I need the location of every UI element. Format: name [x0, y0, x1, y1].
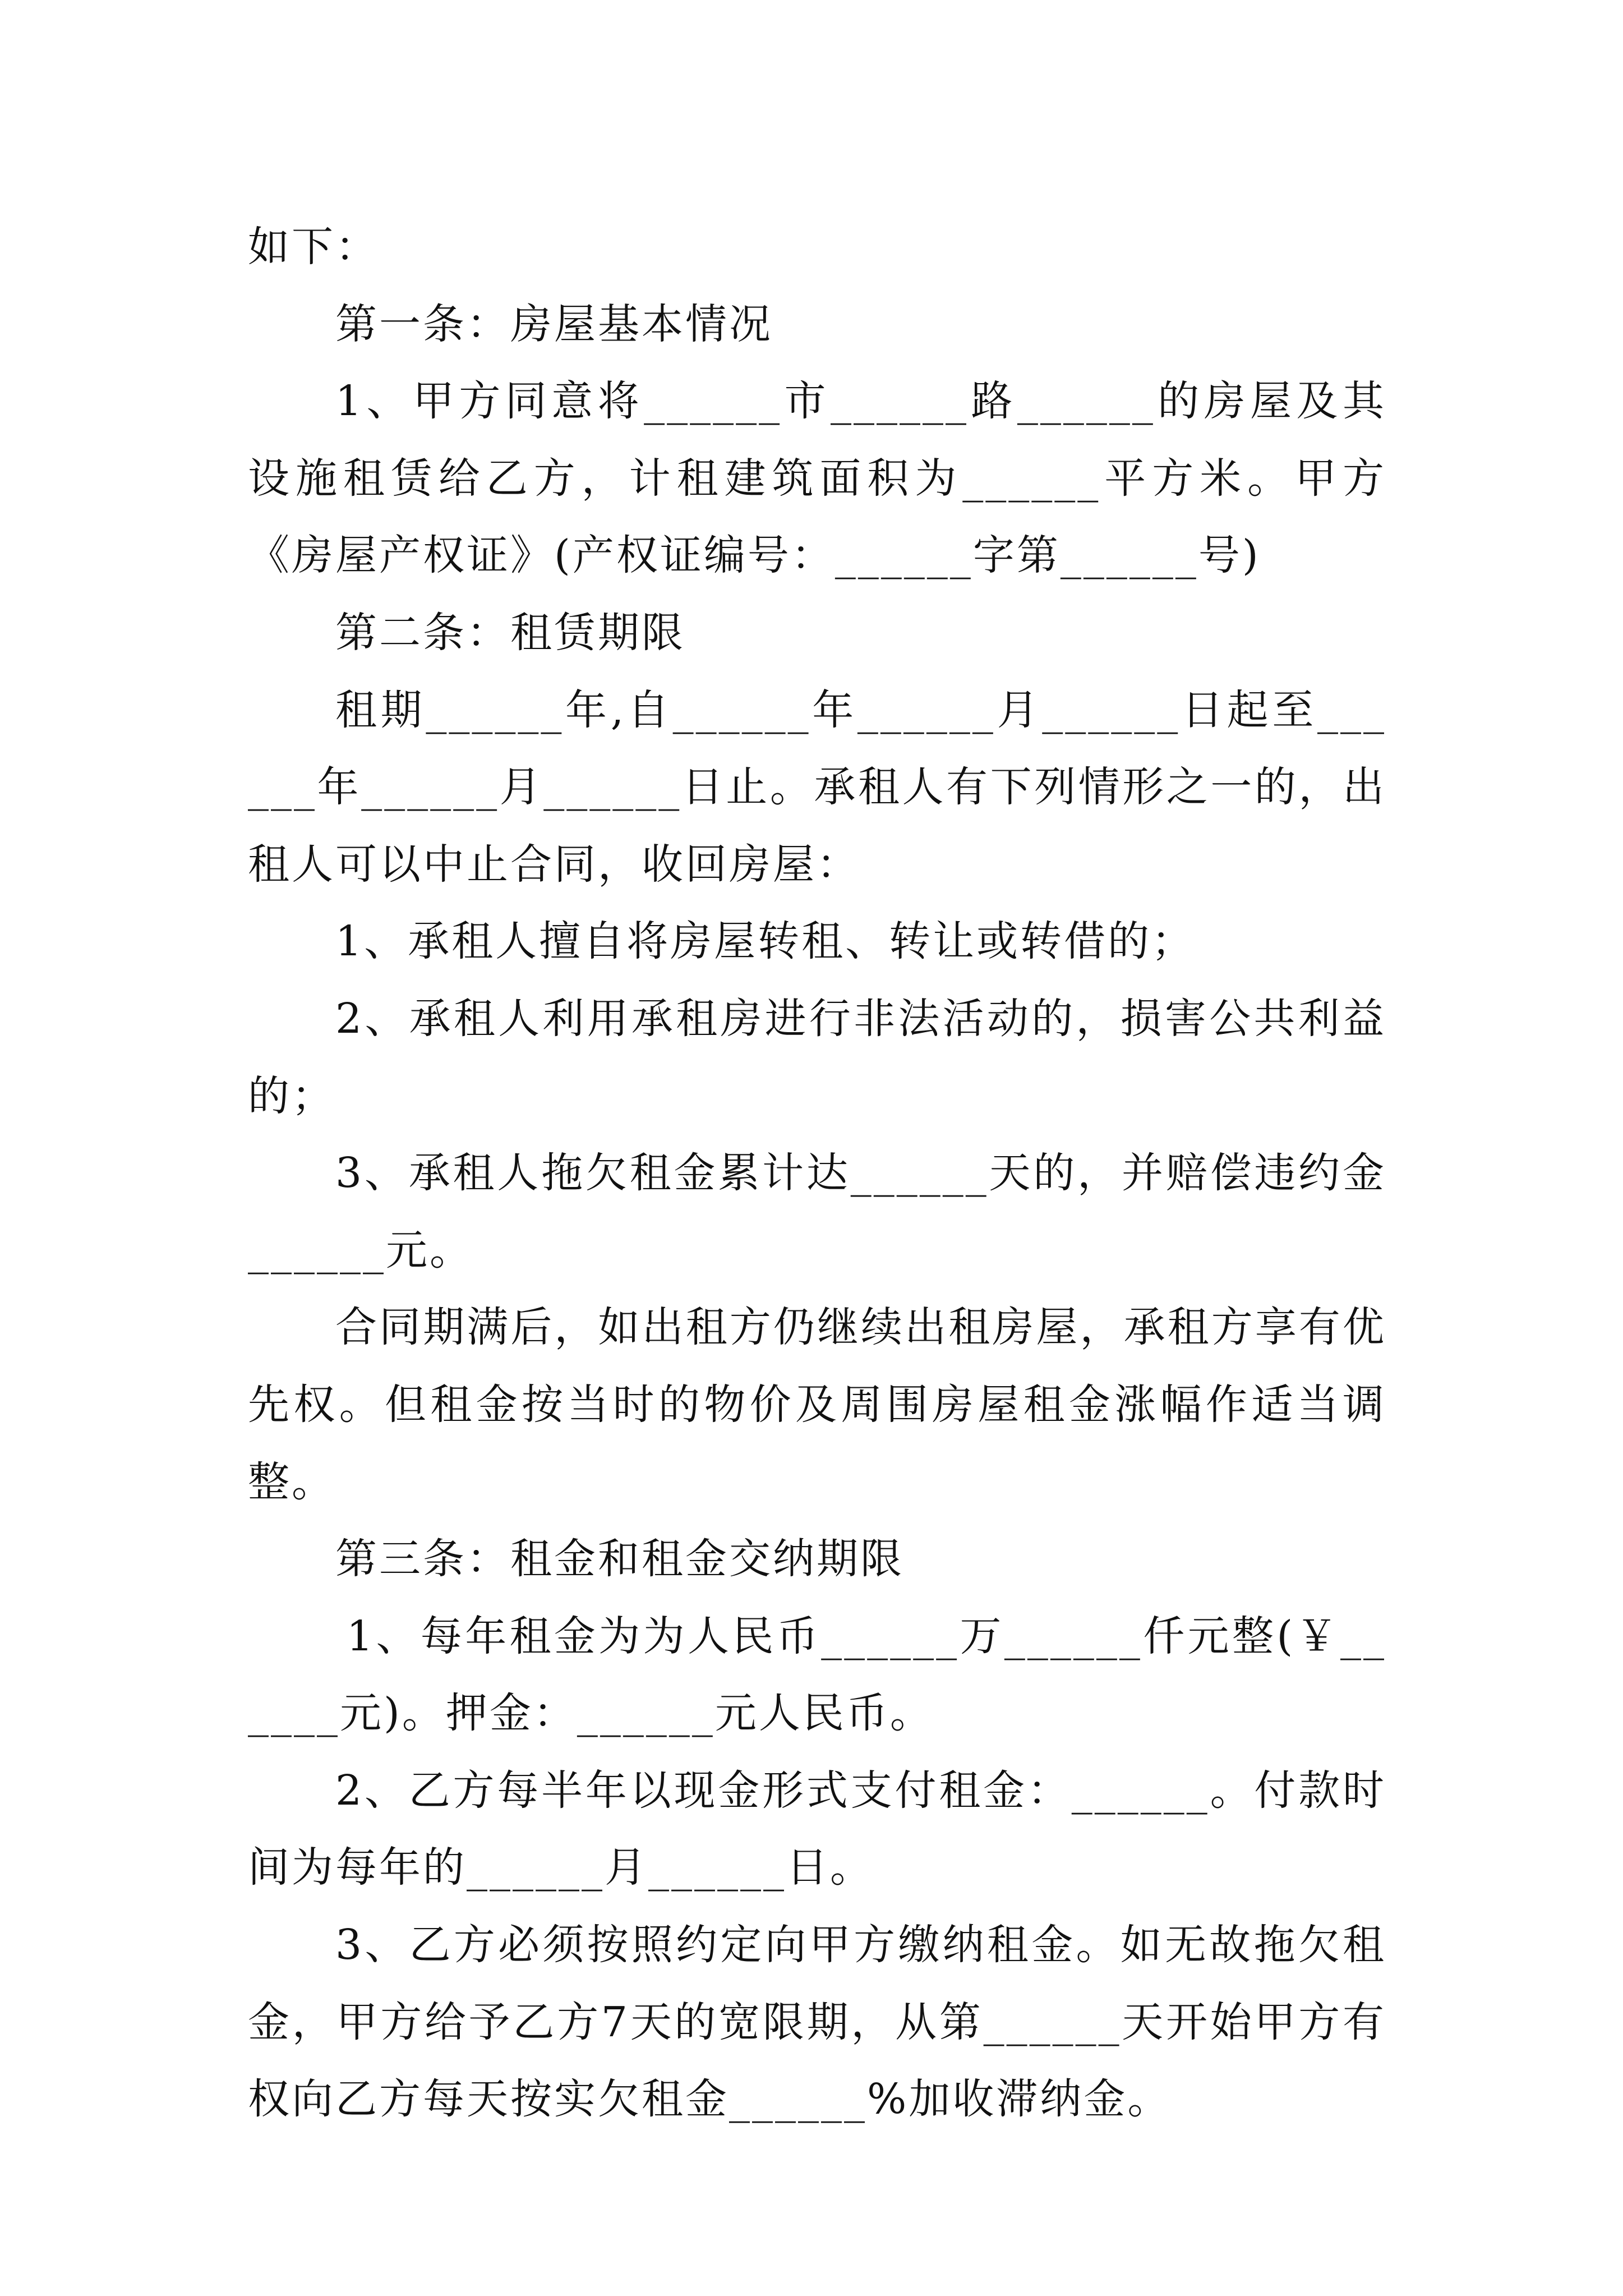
article-3-clause-1: 1、每年租金为为人民币______万______仟元整(￥______元)。押金：______元人民币。	[248, 1612, 1386, 1738]
article-2-lease-term: 租期______年,自______年______月______日起至______年______月______日止。承租人有下列情形之一的，出租人可以中止合同，收回房屋：	[248, 685, 1386, 889]
article-2-clause-1: 1、承租人擅自将房屋转租、转让或转借的；	[335, 917, 1196, 966]
article-2-renewal: 合同期满后，如出租方仍继续出租房屋，承租方享有优先权。但租金按当时的物价及周围房屋租金涨幅作适当调整。	[248, 1303, 1386, 1506]
document-body	[248, 209, 1386, 2138]
article-1-heading: 第一条：房屋基本情况	[335, 300, 773, 348]
article-1-clause-1: 1、甲方同意将______市______路______的房屋及其设施租赁给乙方，计租建筑面积为______平方米。甲方《房屋产权证》(产权证编号：______字第______号)	[248, 377, 1386, 580]
article-2-clause-3: 3、承租人拖欠租金累计达______天的，并赔偿违约金______元。	[248, 1149, 1386, 1274]
article-3-clause-3: 3、乙方必须按照约定向甲方缴纳租金。如无故拖欠租金，甲方给予乙方7天的宽限期，从第______天开始甲方有权向乙方每天按实欠租金______%加收滞纳金。	[248, 1921, 1386, 2124]
article-2-heading: 第二条：租赁期限	[335, 608, 685, 657]
article-2-clause-2: 2、承租人利用承租房进行非法活动的，损害公共利益的；	[248, 994, 1386, 1120]
article-3-clause-2: 2、乙方每半年以现金形式支付租金：______。付款时间为每年的______月______日。	[248, 1766, 1386, 1892]
paragraph-intro: 如下：	[248, 223, 379, 271]
article-3-heading: 第三条：租金和租金交纳期限	[335, 1535, 904, 1584]
